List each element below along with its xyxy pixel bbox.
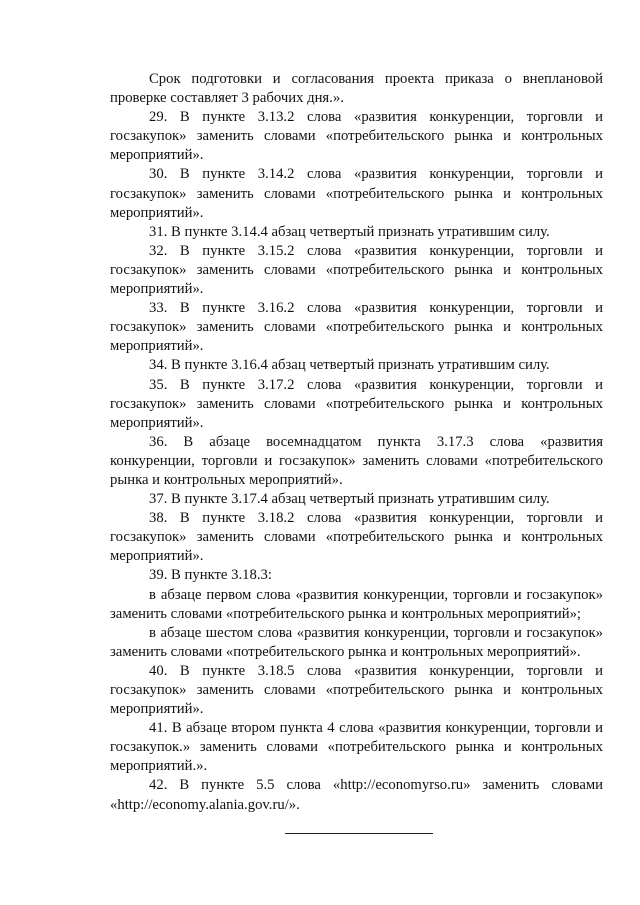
paragraph-item-39: 39. В пункте 3.18.3: [149, 567, 272, 584]
paragraph-item-40: 40. В пункте 3.18.5 слова «развития конкуренции, торговли и госзакупок» заменить словами «потребительского рынка и контрольных мероприятий». [110, 662, 603, 718]
paragraph-item-39-first: в абзаце первом слова «развития конкуренции, торговли и госзакупок» заменить словами «потребительского рынка и контрольных мероприятий»; [110, 586, 603, 622]
end-divider-line [285, 833, 433, 834]
paragraph-item-33: 33. В пункте 3.16.2 слова «развития конкуренции, торговли и госзакупок» заменить словами «потребительского рынка и контрольных мероприятий». [110, 300, 603, 355]
paragraph-item-32: 32. В пункте 3.15.2 слова «развития конкуренции, торговли и госзакупок» заменить словами «потребительского рынка и контрольных мероприятий». [110, 242, 603, 298]
paragraph-item-30: 30. В пункте 3.14.2 слова «развития конкуренции, торговли и госзакупок» заменить словами «потребительского рынка и контрольных мероприятий». [110, 166, 603, 221]
paragraph-item-35: 35. В пункте 3.17.2 слова «развития конкуренции, торговли и госзакупок» заменить словами «потребительского рынка и контрольных мероприятий». [110, 376, 603, 431]
paragraph-item-39-sixth: в абзаце шестом слова «развития конкуренции, торговли и госзакупок» заменить словами «потребительского рынка и контрольных мероприятий». [110, 624, 603, 660]
paragraph-item-38: 38. В пункте 3.18.2 слова «развития конкуренции, торговли и госзакупок» заменить словами «потребительского рынка и контрольных мероприятий». [110, 510, 603, 565]
paragraph-deadline: Срок подготовки и согласования проекта приказа о внеплановой проверке составляет 3 рабочих дня.». [110, 71, 603, 107]
paragraph-item-31: 31. В пункте 3.14.4 абзац четвертый признать утратившим силу. [149, 223, 550, 240]
paragraph-item-36: 36. В абзаце восемнадцатом пункта 3.17.3 слова «развития конкуренции, торговли и госзакупок» заменить словами «потребительского рынка и контрольных мероприятий». [110, 433, 603, 488]
paragraph-item-41: 41. В абзаце втором пункта 4 слова «развития конкуренции, торговли и госзакупок.» заменить словами «потребительского рынка и контрольных мероприятий.». [110, 720, 603, 775]
paragraph-item-37: 37. В пункте 3.17.4 абзац четвертый признать утратившим силу. [149, 491, 550, 508]
paragraph-item-42: 42. В пункте 5.5 слова «http://economyrso.ru» заменить словами «http://economy.alania.gov.ru/». [110, 777, 603, 813]
paragraph-item-34: 34. В пункте 3.16.4 абзац четвертый признать утратившим силу. [149, 357, 550, 374]
paragraph-item-29: 29. В пункте 3.13.2 слова «развития конкуренции, торговли и госзакупок» заменить словами «потребительского рынка и контрольных мероприятий». [110, 109, 603, 164]
